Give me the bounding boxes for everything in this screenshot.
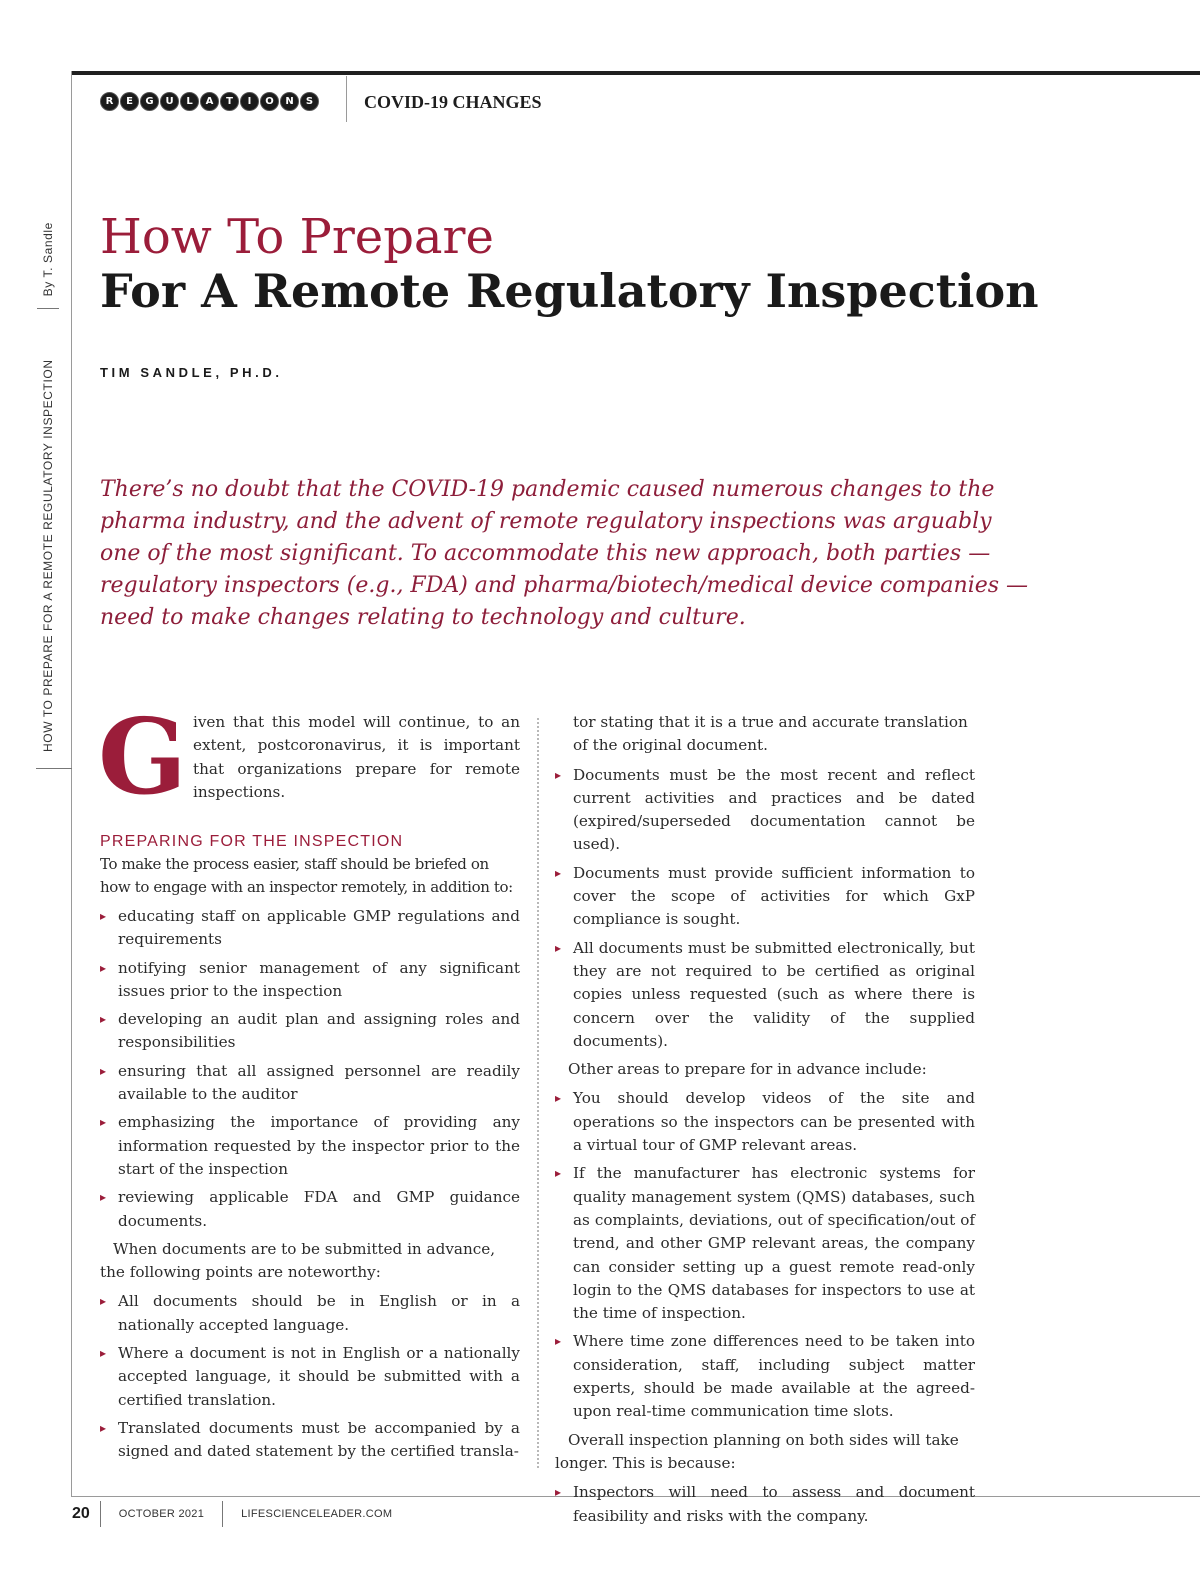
side-strip	[33, 52, 63, 752]
list-item: ▸ emphasizing the importance of providing any information requested by the inspector prior to the start of the inspection	[100, 1111, 520, 1181]
deck-line: need to make changes relating to technology and culture.	[100, 605, 746, 630]
list-item: ▸ Translated documents must be accompanied by a signed and dated statement by the certified transla-	[100, 1417, 520, 1464]
deck-line: There’s no doubt that the COVID-19 pandemic caused numerous changes to the	[100, 477, 995, 502]
intro-line: iven that this model will continue, to an	[193, 713, 520, 731]
title-line-1: How To Prepare	[100, 209, 494, 265]
list-item: ▸ If the manufacturer has electronic systems for quality management system (QMS) databases, such as complaints, deviations, out of specification/out of trend, and other GMP relevant areas, the company can consider setting up a guest remote read-only login to the QMS databases for inspectors to use at the time of inspection.	[555, 1162, 975, 1325]
intro-line: inspections.	[193, 782, 286, 801]
tag-letter: L	[180, 92, 199, 111]
article-deck	[100, 474, 1029, 634]
list-item: ▸ notifying senior management of any significant issues prior to the inspection	[100, 957, 520, 1004]
intro-paragraph	[193, 711, 520, 804]
overall-paragraph: Overall inspection planning on both sides will take longer. This is because:	[555, 1430, 959, 1472]
tag-letter: O	[260, 92, 279, 111]
other-areas-list	[555, 1087, 975, 1423]
documents-list-continued	[555, 764, 975, 1054]
list-item: ▸ reviewing applicable FDA and GMP guidance documents.	[100, 1186, 520, 1233]
list-item: ▸ Documents must be the most recent and reflect current activities and practices and be dated (expired/superseded documentation cannot be used).	[555, 764, 975, 857]
left-column	[98, 695, 520, 1469]
side-strip-title: HOW TO PREPARE FOR A REMOTE REGULATORY INSPECTION	[41, 359, 55, 752]
list-item: ▸ You should develop videos of the site and operations so the inspectors can be presented with a virtual tour of GMP relevant areas.	[555, 1087, 975, 1157]
list-item: ▸ Inspectors will need to assess and document feasibility and risks with the company.	[555, 1481, 975, 1528]
byline-text: By T. Sandle	[41, 222, 55, 297]
right-column	[555, 711, 975, 1533]
page-footer	[72, 1498, 392, 1530]
subhead-paragraph: To make the process easier, staff should be briefed on how to engage with an inspector remotely, in addition to:	[100, 855, 513, 896]
list-item: ▸ Documents must provide sufficient information to cover the scope of activities for which GxP compliance is sought.	[555, 862, 975, 932]
tag-letter: T	[220, 92, 239, 111]
documents-paragraph: When documents are to be submitted in advance, the following points are noteworthy:	[100, 1239, 496, 1282]
documents-list	[100, 1290, 520, 1463]
intro-block	[98, 695, 520, 818]
article-title	[100, 210, 1100, 318]
intro-line: that organizations prepare for remote	[193, 759, 520, 778]
list-item: ▸ All documents should be in English or in a nationally accepted language.	[100, 1290, 520, 1337]
drop-cap: G	[98, 695, 187, 818]
tag-letter: I	[240, 92, 259, 111]
intro-line: extent, postcoronavirus, it is important	[193, 736, 520, 755]
author-name: TIM SANDLE, PH.D.	[100, 365, 283, 380]
list-item: ▸ educating staff on applicable GMP regulations and requirements	[100, 905, 520, 952]
deck-line: one of the most significant. To accommodate this new approach, both parties —	[100, 541, 991, 566]
tag-letter: A	[200, 92, 219, 111]
tag-letter: G	[140, 92, 159, 111]
deck-line: pharma industry, and the advent of remote regulatory inspections was arguably	[100, 509, 992, 534]
list-item: ▸ Where a document is not in English or a nationally accepted language, it should be submitted with a certified translation.	[100, 1342, 520, 1412]
reasons-list	[555, 1481, 975, 1528]
title-line-2: For A Remote Regulatory Inspection	[100, 264, 1039, 318]
page-number: 20	[72, 1501, 101, 1527]
website: LIFESCIENCELEADER.COM	[241, 1508, 393, 1520]
list-item: ▸ developing an audit plan and assigning roles and responsibilities	[100, 1008, 520, 1055]
list-item: ▸ Where time zone differences need to be taken into consideration, staff, including subject matter experts, should be made available at the agreed-upon real-time communication time slots.	[555, 1330, 975, 1423]
other-areas-paragraph: Other areas to prepare for in advance include:	[568, 1060, 927, 1079]
issue-date: OCTOBER 2021	[101, 1501, 223, 1527]
side-strip-byline	[37, 222, 59, 309]
header-divider	[346, 76, 347, 122]
tag-letter: S	[300, 92, 319, 111]
list-item-continued: tor stating that it is a true and accurate translation of the original document.	[573, 713, 968, 755]
tag-letter: R	[100, 92, 119, 111]
side-strip-tick	[36, 768, 72, 769]
section-label: COVID-19 CHANGES	[364, 92, 542, 112]
left-rule	[71, 71, 72, 1497]
regulations-tag	[100, 92, 319, 111]
tag-letter: E	[120, 92, 139, 111]
preparation-list	[100, 905, 520, 1233]
top-rule	[72, 71, 1200, 75]
list-item: ▸ ensuring that all assigned personnel are readily available to the auditor	[100, 1060, 520, 1107]
list-item: ▸ All documents must be submitted electronically, but they are not required to be certified as original copies unless requested (such as where there is concern over the validity of the supplied documents).	[555, 937, 975, 1053]
section-subhead: PREPARING FOR THE INSPECTION	[100, 833, 404, 850]
column-divider	[537, 718, 539, 1468]
tag-letter: U	[160, 92, 179, 111]
tag-letter: N	[280, 92, 299, 111]
deck-line: regulatory inspectors (e.g., FDA) and pharma/biotech/medical device companies —	[100, 573, 1029, 598]
